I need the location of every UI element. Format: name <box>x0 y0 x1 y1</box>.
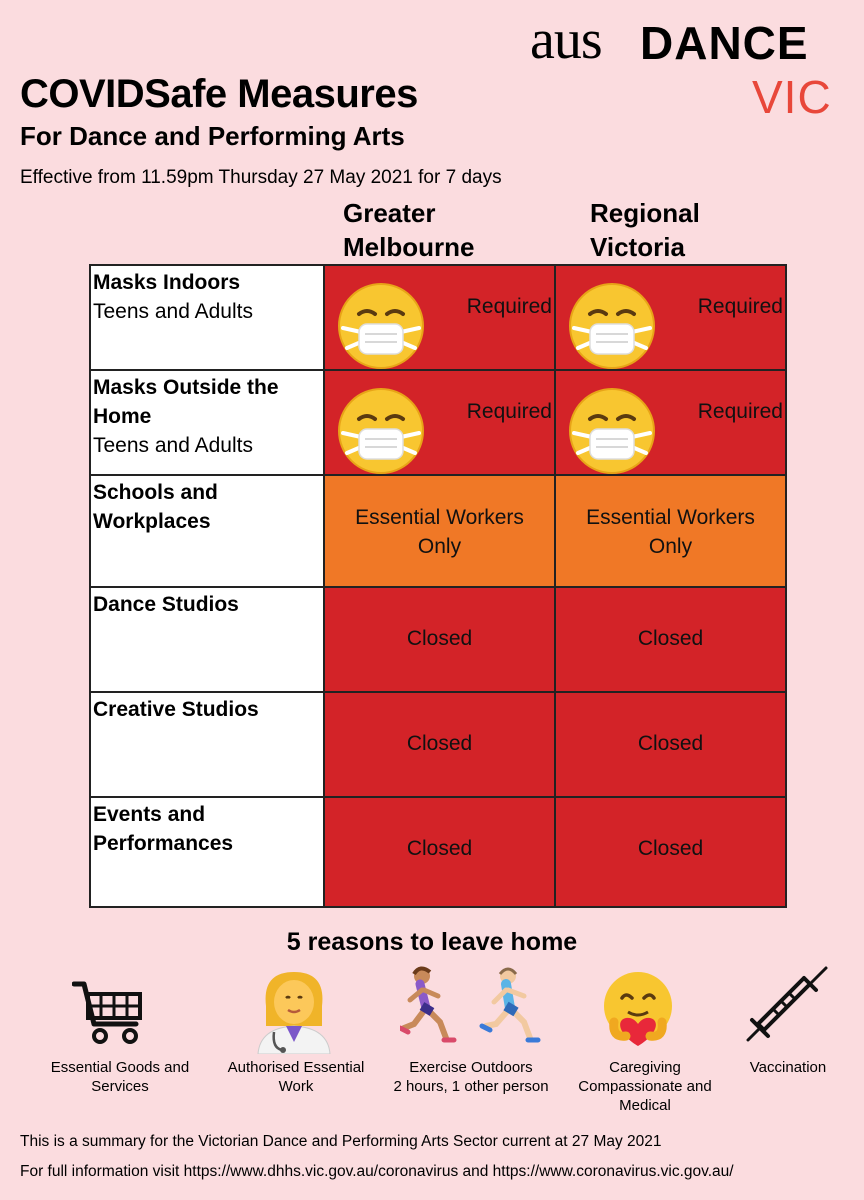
row-title: Masks Indoors <box>93 271 241 294</box>
status-text <box>325 503 554 561</box>
face-mask-icon <box>568 282 656 370</box>
status-cell-regional <box>555 797 786 907</box>
row-title: Workplaces <box>93 510 211 533</box>
row-label <box>90 265 324 370</box>
reason-label-line: 2 hours, 1 other person <box>393 1078 549 1095</box>
column-header-regional-victoria <box>590 196 800 264</box>
logo-aus: aus <box>530 9 602 71</box>
face-mask-icon <box>337 387 425 475</box>
status-cell-melbourne <box>324 797 555 907</box>
reason-label-line: Medical <box>619 1097 671 1114</box>
health-worker-icon <box>252 966 336 1054</box>
status-text: Closed <box>637 732 704 755</box>
status-line: Only <box>648 535 693 558</box>
row-title: Schools and <box>93 481 218 504</box>
footer-info-link[interactable]: For full information visit https://www.dhhs.vic.gov.au/coronavirus and https://www.coronavirus.vic.gov.au/ <box>20 1163 734 1180</box>
reason-label-line: Exercise Outdoors <box>409 1059 533 1076</box>
column-header-line: Greater <box>343 198 436 228</box>
measures-table <box>89 264 787 908</box>
row-title: Creative Studios <box>93 698 259 721</box>
status-cell-melbourne <box>324 692 555 797</box>
table-row <box>90 475 786 587</box>
reasons-title: 5 reasons to leave home <box>286 928 578 956</box>
status-text <box>556 503 785 561</box>
status-cell-regional <box>555 475 786 587</box>
reason-label-line: Compassionate and <box>578 1078 712 1095</box>
table-row <box>90 370 786 475</box>
status-cell-regional <box>555 370 786 475</box>
row-label <box>90 475 324 587</box>
column-header-line: Victoria <box>590 232 685 262</box>
reason-label-line: Caregiving <box>609 1059 681 1076</box>
reason-label-line: Work <box>278 1078 314 1095</box>
hugging-heart-icon <box>598 968 678 1048</box>
syringe-icon <box>744 964 830 1048</box>
effective-date: Effective from 11.59pm Thursday 27 May 2021 for 7 days <box>20 167 502 188</box>
status-text: Closed <box>406 837 473 860</box>
reason-label-line: Vaccination <box>749 1059 827 1076</box>
row-title: Events and <box>93 803 206 826</box>
reason-label-essential-goods <box>30 1058 210 1096</box>
column-header-line: Regional <box>590 198 700 228</box>
logo-vic: VIC <box>752 71 832 123</box>
reason-label-caregiving <box>560 1058 730 1115</box>
reason-label-line: Services <box>91 1078 149 1095</box>
status-cell-regional <box>555 587 786 692</box>
status-cell-melbourne <box>324 370 555 475</box>
status-cell-melbourne <box>324 475 555 587</box>
row-subtitle: Teens and Adults <box>93 434 253 457</box>
status-text: Closed <box>637 837 704 860</box>
row-subtitle: Teens and Adults <box>93 300 253 323</box>
runners-icon <box>400 966 544 1050</box>
table-row <box>90 797 786 907</box>
reason-label-line: Essential Goods and <box>50 1059 190 1076</box>
row-title: Performances <box>93 832 234 855</box>
row-title: Dance Studios <box>93 593 239 616</box>
status-line: Only <box>417 535 462 558</box>
status-text: Required <box>697 400 783 423</box>
status-text: Required <box>466 295 552 318</box>
row-title: Masks Outside the <box>93 376 279 399</box>
row-label <box>90 370 324 475</box>
logo-dance: DANCE <box>640 17 809 69</box>
table-row <box>90 587 786 692</box>
reason-label-vaccination <box>728 1058 848 1077</box>
status-text: Closed <box>406 732 473 755</box>
status-line: Essential Workers <box>355 506 524 529</box>
face-mask-icon <box>568 387 656 475</box>
page-title: COVIDSafe Measures <box>20 72 418 116</box>
table-row <box>90 265 786 370</box>
row-label <box>90 797 324 907</box>
status-text: Required <box>466 400 552 423</box>
table-row <box>90 692 786 797</box>
shopping-cart-icon <box>72 978 148 1046</box>
status-text: Closed <box>406 627 473 650</box>
face-mask-icon <box>337 282 425 370</box>
status-cell-melbourne <box>324 587 555 692</box>
status-text: Closed <box>637 627 704 650</box>
status-cell-regional <box>555 692 786 797</box>
status-line: Essential Workers <box>586 506 755 529</box>
status-text: Required <box>697 295 783 318</box>
footer-summary: This is a summary for the Victorian Dance and Performing Arts Sector current at 27 May 2021 <box>20 1133 662 1150</box>
reason-label-essential-work <box>210 1058 382 1096</box>
status-cell-regional <box>555 265 786 370</box>
column-header-greater-melbourne <box>343 196 553 264</box>
row-title: Home <box>93 405 152 428</box>
status-cell-melbourne <box>324 265 555 370</box>
reason-label-line: Authorised Essential <box>227 1059 365 1076</box>
page-subtitle: For Dance and Performing Arts <box>20 121 405 151</box>
column-header-line: Melbourne <box>343 232 475 262</box>
row-label <box>90 587 324 692</box>
row-label <box>90 692 324 797</box>
reason-label-exercise <box>380 1058 562 1096</box>
